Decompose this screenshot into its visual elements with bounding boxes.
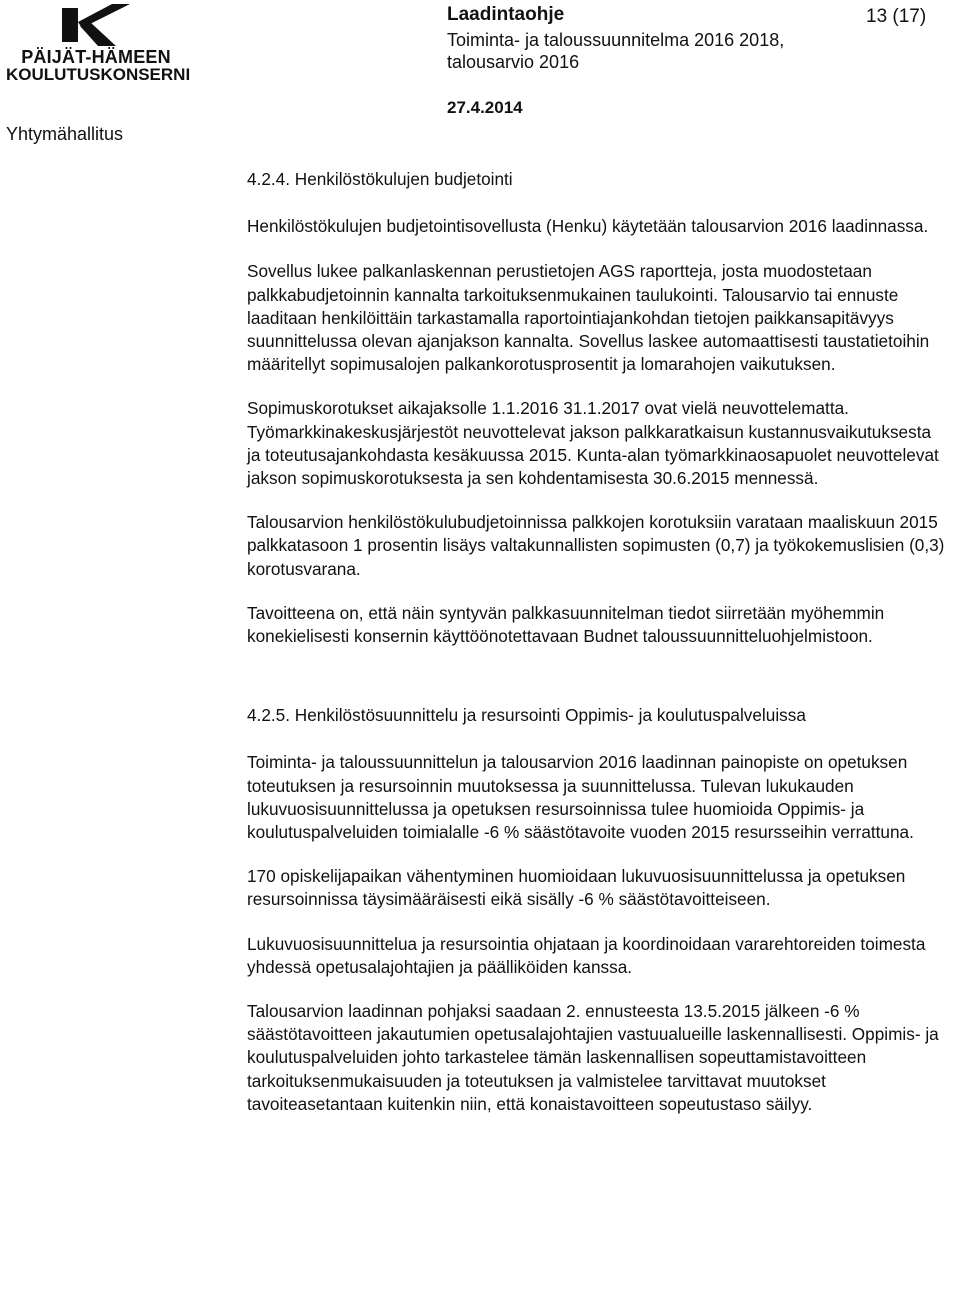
document-subtitle-line2: talousarvio 2016 xyxy=(447,52,580,72)
document-subtitle-line1: Toiminta- ja taloussuunnitelma 2016 2018, xyxy=(447,30,785,50)
document-date: 27.4.2014 xyxy=(447,98,523,117)
section-heading: 4.2.5. Henkilöstösuunnittelu ja resursointi Oppimis- ja koulutuspalveluissa xyxy=(247,705,806,726)
page-number: 13 (17) xyxy=(866,6,927,27)
organization-logo xyxy=(6,2,191,84)
paragraph: Henkilöstökulujen budjetointisovellusta (Henku) käytetään talousarvion 2016 laadinnassa. xyxy=(247,216,929,237)
paragraph: Sovellus lukee palkanlaskennan perustietojen AGS raportteja, josta muodostetaan palkkabudjetoinnin kannalta tarkoituksenmukainen taulukointi. Talousarvio tai ennuste laaditaan henkilöittäin tarkastamalla raportointiajankohdan tietojen paikkansapitävyys suunnittelussa olevan ajanjakson kannalta. Sovellus laskee automaattisesti taustatietoihin määritellyt sopimusalojen palkankorotusprosentit ja lomarahojen vaikutuksen. xyxy=(247,261,930,375)
logo-text-line1: PÄIJÄT-HÄMEEN xyxy=(21,47,171,67)
paragraph: 170 opiskelijapaikan vähentyminen huomioidaan lukuvuosisuunnittelussa ja opetuksen resursoinnissa täysimääräisesti eikä sisälly -6 % säästötavoitteiseen. xyxy=(247,866,906,910)
section-heading: 4.2.4. Henkilöstökulujen budjetointi xyxy=(247,169,513,189)
document-body xyxy=(247,168,947,1116)
logo-text-line2: KOULUTUSKONSERNI xyxy=(6,65,191,84)
paragraph: Lukuvuosisuunnittelua ja resursointia ohjataan ja koordinoidaan vararehtoreiden toimesta yhdessä opetusalajohtajien ja päälliköiden kanssa. xyxy=(247,933,926,977)
organization-unit: Yhtymähallitus xyxy=(6,124,124,144)
paragraph: Toiminta- ja taloussuunnittelun ja talousarvion 2016 laadinnan painopiste on opetuksen toteutuksen ja resursoinnin muutoksessa ja suunnittelussa. Tulevan lukukauden lukuvuosisuunnittelussa ja opetuksen resursoinnissa tulee huomioida Oppimis- ja koulutuspalveluiden toimialalle -6 % säästötavoite vuoden 2015 resursseihin verrattuna. xyxy=(247,752,914,843)
paragraph: Sopimuskorotukset aikajaksolle 1.1.2016 31.1.2017 ovat vielä neuvottelematta. Työmarkkinakeskusjärjestöt neuvottelevat jakson palkkaratkaisun kustannusvaikutuksesta ja toteutusajankohdasta kesäkuussa 2015. Kunta-alan työmarkkinaosapuolet neuvottelevat jakson sopimuskorotuksesta ja sen kohdentamisesta 30.6.2015 mennessä. xyxy=(247,398,939,489)
paragraph: Talousarvion henkilöstökulubudjetoinnissa palkkojen korotuksiin varataan maaliskuun 2015 palkkatasoon 1 prosentin lisäys valtakunnallisten sopimusten (0,7) ja työkokemuslisien (0,3) korotusvarana. xyxy=(247,512,945,579)
paragraph: Tavoitteena on, että näin syntyvän palkkasuunnitelman tiedot siirretään myöhemmin konekielisesti konsernin käyttöönotettavaan Budnet taloussuunnitteluohjelmistoon. xyxy=(247,602,885,647)
k-logo-icon xyxy=(60,2,134,48)
document-title: Laadintaohje xyxy=(447,4,565,25)
paragraph: Talousarvion laadinnan pohjaksi saadaan 2. ennusteesta 13.5.2015 jälkeen -6 % säästötavoitteen jakautumien opetusalajohtajien vastuualueille laskennallisesti. Oppimis- ja koulutuspalveluiden johto tarkastelee tämän laskennallisen sopeuttamistavoitteen tarkoituksenmukaisuuden ja toteutuksen ja valmistelee tarvittavat muutokset tavoiteasetantaan kuitenkin niin, että konaistavoitteen sopeutustaso säilyy. xyxy=(247,1001,939,1114)
